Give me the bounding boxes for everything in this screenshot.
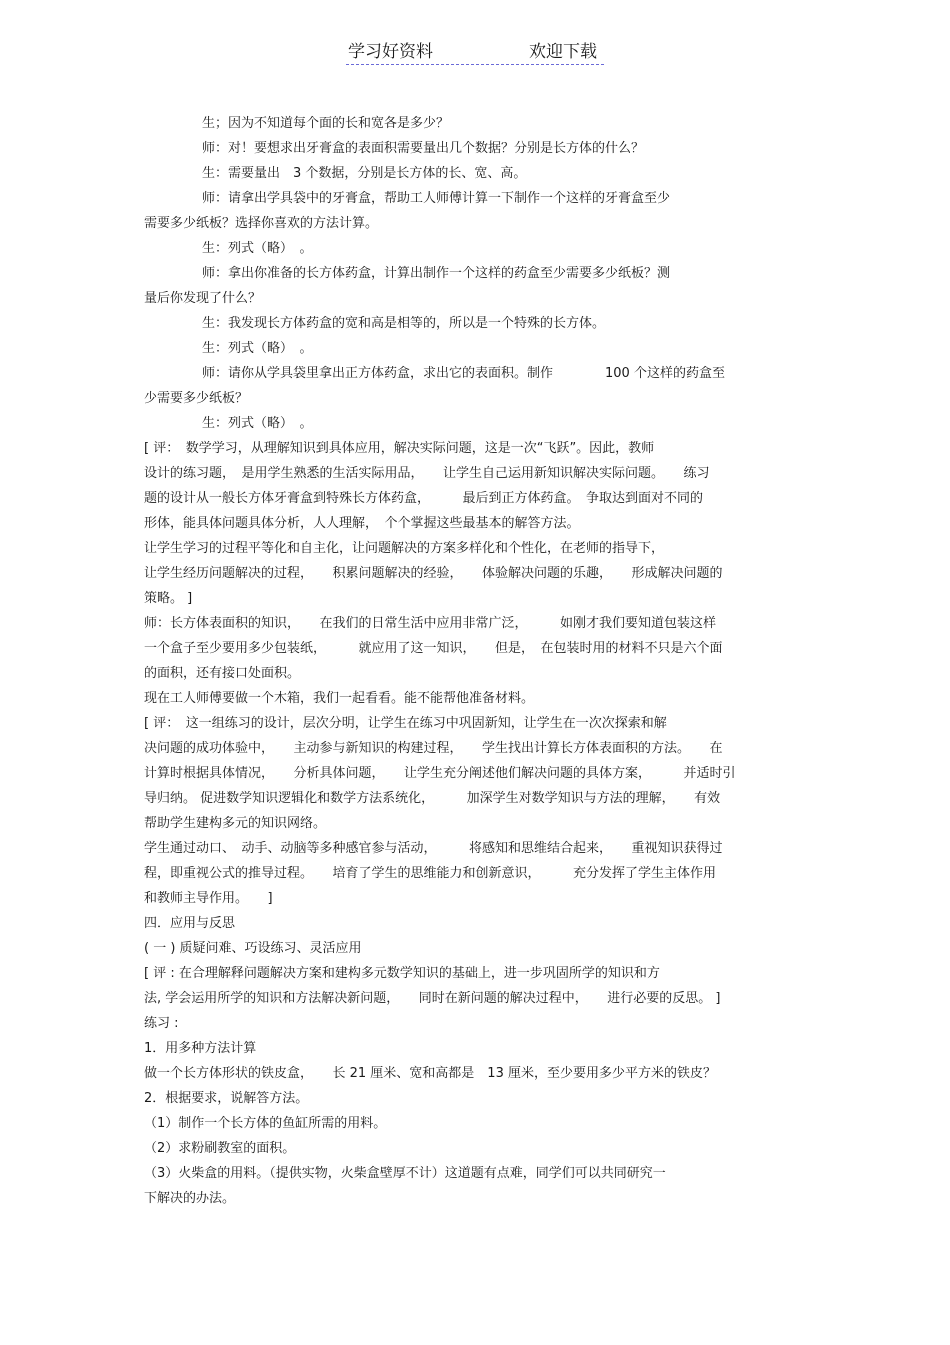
text-line: 一个盒子至少要用多少包装纸， 就应用了这一知识， 但是， 在包装时用的材料不只是六个面 <box>144 641 723 656</box>
exercise-item: 2．根据要求，说解答方法。 <box>144 1091 309 1106</box>
text-line: 下解决的办法。 <box>144 1191 236 1206</box>
text-line: 法, 学会运用所学的知识和方法解决新问题， 同时在新问题的解决过程中， 进行必要的反思。 ] <box>144 991 721 1006</box>
text-line: 题的设计从一般长方体牙膏盒到特殊长方体药盒， 最后到正方体药盒。 争取达到面对不同的 <box>144 491 704 506</box>
text-line: 量后你发现了什么？ <box>144 291 262 306</box>
exercise-item: 1．用多种方法计算 <box>144 1041 257 1056</box>
exercise-subitem: （3）火柴盒的用料。（提供实物，火柴盒壁厚不计）这道题有点难，同学们可以共同研究一 <box>144 1166 666 1181</box>
page-header <box>346 40 604 65</box>
text-line: 生：列式（略） 。 <box>202 241 313 256</box>
subsection-heading: ( 一 ) 质疑问难、巧设练习、灵活应用 <box>144 941 362 956</box>
text-line: 学生通过动口、 动手、动脑等多种感官参与活动， 将感知和思维结合起来， 重视知识获得过 <box>144 841 723 856</box>
text-line: 师：请你从学具袋里拿出正方体药盒，求出它的表面积。制作 100 个这样的药盒至 <box>202 366 725 381</box>
text-line: [ 评 : 在合理解释问题解决方案和建构多元数学知识的基础上，进一步巩固所学的知识和方 <box>144 966 660 981</box>
text-line: 形体，能具体问题具体分析，人人理解， 个个掌握这些最基本的解答方法。 <box>144 516 580 531</box>
text-line: 和教师主导作用。 ] <box>144 891 273 906</box>
text-line: [ 评： 这一组练习的设计，层次分明，让学生在练习中巩固新知，让学生在一次次探索和解 <box>144 716 667 731</box>
text-line: 策略。 ] <box>144 591 193 606</box>
header-left-text: 学习好资料 <box>348 42 433 62</box>
exercise-subitem: （2）求粉刷教室的面积。 <box>144 1141 296 1156</box>
text-line: 让学生学习的过程平等化和自主化，让问题解决的方案多样化和个性化，在老师的指导下， <box>144 541 665 556</box>
text-line: 导归纳。 促进数学知识逻辑化和数学方法系统化， 加深学生对数学知识与方法的理解， 有效 <box>144 791 721 806</box>
text-line: 少需要多少纸板？ <box>144 391 249 406</box>
text-line: 让学生经历问题解决的过程， 积累问题解决的经验， 体验解决问题的乐趣， 形成解决问题的 <box>144 566 723 581</box>
header-right-text: 欢迎下载 <box>529 42 597 62</box>
text-line: 生：列式（略） 。 <box>202 416 313 431</box>
text-line: 生：我发现长方体药盒的宽和高是相等的，所以是一个特殊的长方体。 <box>202 316 606 331</box>
text-line: 程，即重视公式的推导过程。 培育了学生的思维能力和创新意识， 充分发挥了学生主体作用 <box>144 866 717 881</box>
text-line: 需要多少纸板？选择你喜欢的方法计算。 <box>144 216 379 231</box>
text-line: 生：列式（略） 。 <box>202 341 313 356</box>
text-line: 做一个长方体形状的铁皮盒， 长 21 厘米、宽和高都是 13 厘米，至少要用多少平方米的铁皮？ <box>144 1066 716 1081</box>
text-line: 现在工人师傅要做一个木箱，我们一起看看。能不能帮他准备材料。 <box>144 691 535 706</box>
text-line: 生：需要量出 3 个数据，分别是长方体的长、宽、高。 <box>202 166 527 181</box>
text-line: 帮助学生建构多元的知识网络。 <box>144 816 327 831</box>
text-line: 师：对！要想求出牙膏盒的表面积需要量出几个数据？分别是长方体的什么？ <box>202 141 645 156</box>
exercise-subitem: （1）制作一个长方体的鱼缸所需的用料。 <box>144 1116 387 1131</box>
text-line: 师：长方体表面积的知识， 在我们的日常生活中应用非常广泛， 如刚才我们要知道包装这样 <box>144 616 717 631</box>
text-line: 师：请拿出学具袋中的牙膏盒，帮助工人师傅计算一下制作一个这样的牙膏盒至少 <box>202 191 671 206</box>
text-line: 决问题的成功体验中， 主动参与新知识的构建过程， 学生找出计算长方体表面积的方法。 在 <box>144 741 723 756</box>
text-line: 师：拿出你准备的长方体药盒，计算出制作一个这样的药盒至少需要多少纸板？测 <box>202 266 671 281</box>
exercise-label: 练习 : <box>144 1016 179 1031</box>
text-line: 生；因为不知道每个面的长和宽各是多少？ <box>202 116 450 131</box>
text-line: [ 评： 数学学习，从理解知识到具体应用，解决实际问题，这是一次“飞跃”。因此，教师 <box>144 441 655 456</box>
text-line: 的面积，还有接口处面积。 <box>144 666 301 681</box>
section-heading: 四．应用与反思 <box>144 916 236 931</box>
text-line: 设计的练习题， 是用学生熟悉的生活实际用品， 让学生自己运用新知识解决实际问题。 练习 <box>144 466 710 481</box>
text-line: 计算时根据具体情况， 分析具体问题， 让学生充分阐述他们解决问题的具体方案， 并适时引 <box>144 766 736 781</box>
